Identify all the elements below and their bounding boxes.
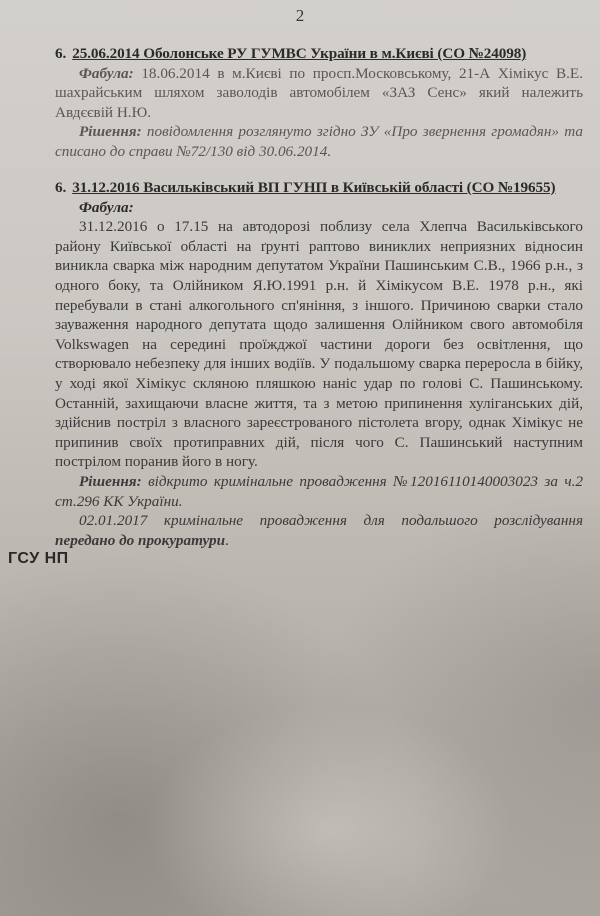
entry-2-fabula-text: 31.12.2016 о 17.15 на автодорозі поблизу села Хлепча Васильківського району Київської області на ґрунті раптово виниклих неприязних відносин виникла сварка між народним депутатом України Пашинським С.В., 1966 р.н., з одного боку, та Олійником Я.Ю.1991 р.н. й Хімікусом В.Е. 1978 р.н., які перебували в стані алкогольного сп'яніння, з іншого. Причиною сварки стало зауваження народного депутата щодо залишення Олійником свого автомобіля Volkswagen на середині проїжджої частини дороги без освітлення, що створювало небезпеку для інших водіїв. У подальшому сварка переросла в бійку, у ході якої Хімікус скляною пляшкою наніс удар по голові С. Пашинському. Останній, захищаючи власне життя, та з метою припинення хуліганських дій, здійснив постріл з власного зареєстрованого пістолета вгору, однак Хімікус не припинив своїх протиправних дій, після чого С. Пашинський наступним пострілом поранив його в ногу. <box>55 218 583 471</box>
entry-2-transfer-date: 02.01.2017 <box>79 512 148 530</box>
entry-2-decision-text: відкрито кримінальне провадження №12016110140003023 за ч.2 ст.296 КК України. <box>55 472 584 510</box>
entry-1-fabula-label: Фабула: <box>79 64 134 82</box>
entry-2-decision <box>55 472 583 511</box>
entry-2-decision-label: Рішення: <box>79 472 142 490</box>
entry-1-decision-label: Рішення: <box>79 123 142 141</box>
entry-2-transfer-target: передано до прокуратури <box>55 531 226 549</box>
entry-2-transfer-text: кримінальне провадження для подальшого розслідування <box>163 512 584 530</box>
entry-2-fabula-label-line <box>55 198 583 218</box>
entry-1-fabula-text: 18.06.2014 в м.Києві по просп.Московському, 21-А Хімікус В.Е. шахрайським шляхом заволодів автомобілем «ЗАЗ Сенс» який належить Авдєєвій Н.Ю. <box>55 64 583 121</box>
entry-1 <box>55 44 583 162</box>
entry-1-number: 6. <box>55 45 67 62</box>
entry-1-decision-text: повідомлення розглянуто згідно ЗУ «Про звернення громадян» та списано до справи №72/130 від 30.06.2014. <box>55 123 584 160</box>
entry-2-heading <box>55 178 583 198</box>
page-number: 2 <box>295 6 305 25</box>
entry-1-decision <box>55 122 583 161</box>
entry-2 <box>55 178 583 550</box>
entry-1-fabula <box>55 64 583 123</box>
entry-2-number: 6. <box>55 179 67 196</box>
entry-2-fabula-label: Фабула: <box>79 198 134 216</box>
entry-1-heading <box>55 44 583 64</box>
entry-2-transfer: 02.01.2017 кримінальне провадження для подальшого розслідування передано до прокуратури. <box>55 512 584 549</box>
entry-2-heading-text: 31.12.2016 Васильківський ВП ГУНП в Київській області (СО №19655) <box>72 179 556 196</box>
section-code: ГСУ НП <box>8 550 69 567</box>
entry-1-heading-text: 25.06.2014 Оболонське РУ ГУМВС України в м.Києві (СО №24098) <box>72 45 527 62</box>
